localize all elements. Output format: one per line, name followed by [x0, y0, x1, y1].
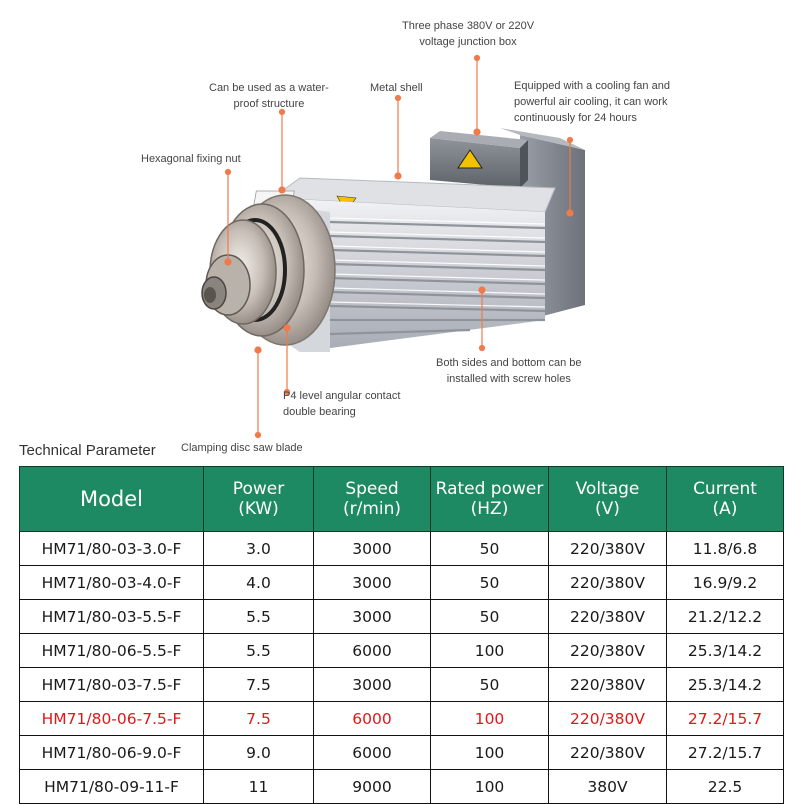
cell-model: HM71/80-09-11-F	[20, 770, 204, 804]
junction-box	[430, 131, 528, 188]
cell-voltage: 220/380V	[549, 566, 667, 600]
cell-power: 5.5	[204, 600, 314, 634]
callout-metal-shell: Metal shell	[370, 82, 423, 94]
cell-current: 27.2/15.7	[667, 702, 784, 736]
header-voltage: Voltage (V)	[549, 467, 667, 532]
cell-speed: 6000	[314, 736, 431, 770]
table-row	[20, 566, 784, 600]
callout-clamping: Clamping disc saw blade	[181, 442, 303, 454]
cell-voltage: 220/380V	[549, 668, 667, 702]
cell-model: HM71/80-03-7.5-F	[20, 668, 204, 702]
cell-model: HM71/80-03-5.5-F	[20, 600, 204, 634]
cell-current: 25.3/14.2	[667, 668, 784, 702]
table-row	[20, 600, 784, 634]
header-model: Model	[20, 467, 204, 532]
front-disc-assembly	[202, 195, 335, 345]
table-row	[20, 532, 784, 566]
header-speed: Speed (r/min)	[314, 467, 431, 532]
callout-cooling: Equipped with a cooling fan and powerful air cooling, it can work continuously for 24 hours	[514, 80, 670, 124]
callout-waterproof: Can be used as a water- proof structure	[209, 82, 329, 110]
cell-freq: 50	[431, 532, 549, 566]
cell-current: 16.9/9.2	[667, 566, 784, 600]
table-row	[20, 736, 784, 770]
table-row	[20, 668, 784, 702]
header-current: Current (A)	[667, 467, 784, 532]
cell-power: 3.0	[204, 532, 314, 566]
cell-speed: 6000	[314, 634, 431, 668]
cell-power: 9.0	[204, 736, 314, 770]
cell-power: 7.5	[204, 668, 314, 702]
cell-freq: 100	[431, 770, 549, 804]
cell-current: 11.8/6.8	[667, 532, 784, 566]
cell-model: HM71/80-06-5.5-F	[20, 634, 204, 668]
cell-speed: 3000	[314, 532, 431, 566]
cell-model: HM71/80-03-3.0-F	[20, 532, 204, 566]
cell-current: 22.5	[667, 770, 784, 804]
cell-freq: 50	[431, 600, 549, 634]
cell-freq: 50	[431, 668, 549, 702]
cell-freq: 100	[431, 634, 549, 668]
callout-hex-nut: Hexagonal fixing nut	[141, 153, 241, 165]
header-rated-power: Rated power (HZ)	[431, 467, 549, 532]
cell-power: 4.0	[204, 566, 314, 600]
table-row	[20, 702, 784, 736]
table-row	[20, 634, 784, 668]
section-title: Technical Parameter	[19, 442, 156, 459]
header-power: Power (KW)	[204, 467, 314, 532]
cell-power: 7.5	[204, 702, 314, 736]
cell-model: HM71/80-03-4.0-F	[20, 566, 204, 600]
cell-voltage: 220/380V	[549, 634, 667, 668]
cell-model: HM71/80-06-9.0-F	[20, 736, 204, 770]
cell-voltage: 220/380V	[549, 600, 667, 634]
cell-freq: 100	[431, 736, 549, 770]
cell-current: 27.2/15.7	[667, 736, 784, 770]
cell-speed: 9000	[314, 770, 431, 804]
table-header-row	[20, 467, 784, 532]
cell-current: 25.3/14.2	[667, 634, 784, 668]
cell-power: 11	[204, 770, 314, 804]
cell-voltage: 220/380V	[549, 532, 667, 566]
cell-speed: 3000	[314, 668, 431, 702]
cell-speed: 3000	[314, 566, 431, 600]
callout-junction-box: Three phase 380V or 220V voltage junction box	[402, 20, 535, 48]
cell-speed: 6000	[314, 702, 431, 736]
callout-screw-holes: Both sides and bottom can be installed with screw holes	[436, 357, 582, 385]
cell-freq: 100	[431, 702, 549, 736]
cell-voltage: 380V	[549, 770, 667, 804]
cell-model: HM71/80-06-7.5-F	[20, 702, 204, 736]
cell-power: 5.5	[204, 634, 314, 668]
callout-bearing: P4 level angular contact double bearing	[283, 390, 401, 418]
cell-current: 21.2/12.2	[667, 600, 784, 634]
parameter-table	[19, 466, 784, 804]
cell-voltage: 220/380V	[549, 702, 667, 736]
cell-voltage: 220/380V	[549, 736, 667, 770]
cell-freq: 50	[431, 566, 549, 600]
table-row	[20, 770, 784, 804]
cell-speed: 3000	[314, 600, 431, 634]
